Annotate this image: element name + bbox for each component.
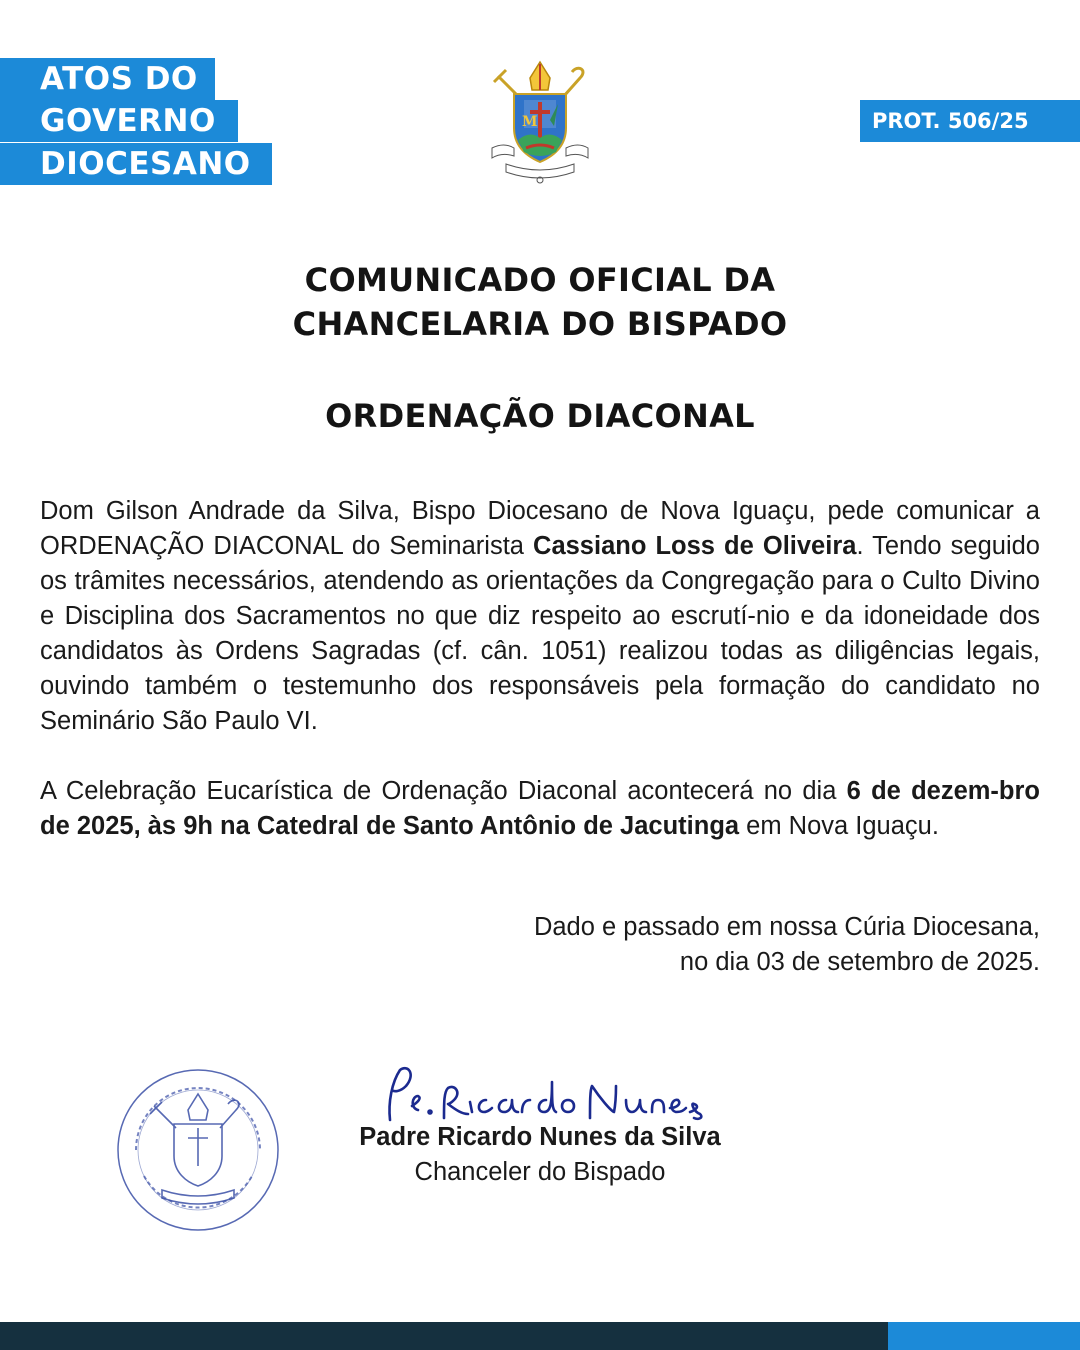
- body-p2-text-b: em Nova Iguaçu.: [739, 812, 939, 840]
- header-tag-line-1: ATOS DO: [0, 58, 215, 100]
- header-tag-line-3: DIOCESANO: [0, 143, 272, 185]
- header-tag-line-2: GOVERNO: [0, 100, 238, 142]
- coat-of-arms-icon: [484, 56, 596, 184]
- footer-bar-dark: [0, 1322, 888, 1350]
- body-p1-text-b: . Tendo seguido os trâmites necessários, atendendo as orientações da Congregação para o Culto Divino e Disciplina dos Sacramentos no que diz respeito ao escrutí-nio e da idoneidade dos candidatos às Ordens Sagradas (cf. cân. 1051) realizou todas as diligências legais, ouvindo também o testemunho dos responsáveis pela formação do candidato no Seminário São Paulo VI.: [40, 532, 1040, 735]
- title-line-1: COMUNICADO OFICIAL DA: [304, 261, 776, 299]
- handwritten-signature-icon: [378, 1062, 708, 1126]
- footer-bar-blue: [888, 1322, 1080, 1350]
- body-paragraph-2: [40, 774, 1040, 844]
- chancery-seal-icon: [114, 1066, 282, 1234]
- candidate-name: Cassiano Loss de Oliveira: [533, 532, 857, 560]
- title-line-2: CHANCELARIA DO BISPADO: [292, 305, 788, 343]
- body-paragraph-1: [40, 494, 1040, 739]
- signer-name: Padre Ricardo Nunes da Silva: [359, 1123, 721, 1151]
- body-p2-text-a: A Celebração Eucarística de Ordenação Diaconal acontecerá no dia: [40, 777, 847, 805]
- protocol-badge: PROT. 506/25: [860, 100, 1080, 142]
- body-p1-text-a: Dom Gilson Andrade da Silva, Bispo Diocesano de Nova Iguaçu, pede comunicar a ORDENAÇÃO DIACONAL do Seminarista: [40, 497, 1040, 560]
- signer-role: Chanceler do Bispado: [414, 1158, 666, 1186]
- closing-line-1: Dado e passado em nossa Cúria Diocesana,: [533, 913, 1040, 941]
- svg-text:M: M: [522, 114, 538, 130]
- closing-line-2: no dia 03 de setembro de 2025.: [679, 948, 1040, 976]
- celebration-details: 6 de dezem-bro de 2025, às 9h na Catedral de Santo Antônio de Jacutinga: [40, 777, 1040, 840]
- subtitle-ordination: ORDENAÇÃO DIACONAL: [325, 397, 755, 435]
